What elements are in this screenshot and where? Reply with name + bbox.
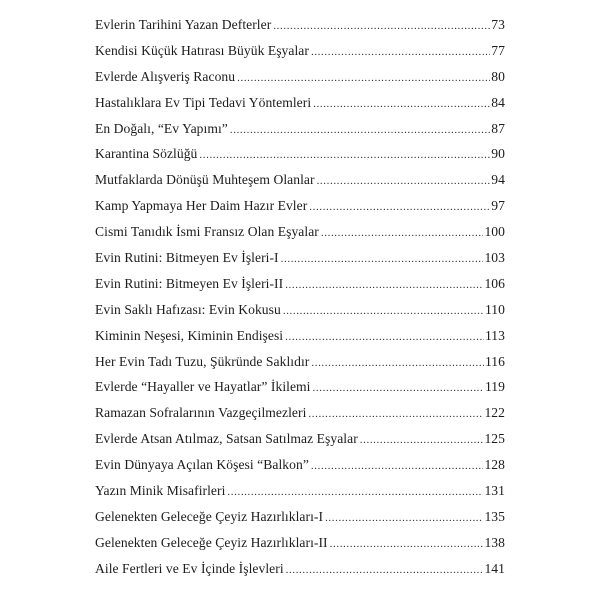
toc-entry-page: 84 xyxy=(491,94,505,110)
toc-entry[interactable] xyxy=(95,276,505,302)
toc-entry-title: Evlerin Tarihini Yazan Defterler xyxy=(95,17,272,32)
toc-entry-title: Gelenekten Geleceğe Çeyiz Hazırlıkları-I xyxy=(95,508,324,524)
dot-leader xyxy=(309,201,490,213)
dot-leader xyxy=(199,149,490,161)
toc-entry-page: 80 xyxy=(491,68,505,84)
toc-entry-page: 113 xyxy=(484,327,505,343)
toc-entry-page: 116 xyxy=(484,353,505,369)
toc-entry-title: Evin Saklı Hafızası: Evin Kokusu xyxy=(95,301,281,317)
dot-leader xyxy=(317,175,491,187)
toc-entry-title: Evlerde “Hayaller ve Hayatlar” İkilemi xyxy=(95,379,311,395)
toc-entry-page: 73 xyxy=(491,17,505,32)
toc-entry[interactable] xyxy=(95,379,505,405)
toc-entry-title: En Doğalı, “Ev Yapımı” xyxy=(95,120,228,136)
toc-entry[interactable] xyxy=(95,509,505,535)
toc-entry-title: Her Evin Tadı Tuzu, Şükründe Saklıdır xyxy=(95,353,310,369)
toc-entry-title: Evin Dünyaya Açılan Köşesi “Balkon” xyxy=(95,457,309,473)
toc-entry[interactable] xyxy=(95,328,505,354)
toc-entry-title: Kiminin Neşesi, Kiminin Endişesi xyxy=(95,327,284,343)
dot-leader xyxy=(285,331,484,343)
toc-entry-title: Yazın Minik Misafirleri xyxy=(95,483,226,499)
dot-leader xyxy=(308,408,483,420)
dot-leader xyxy=(230,124,490,136)
toc-entry-title: Evlerde Alışveriş Raconu xyxy=(95,68,236,84)
toc-entry-title: Aile Fertleri ve Ev İçinde İşlevleri xyxy=(95,560,284,576)
toc-entry-page: 128 xyxy=(484,457,505,473)
toc-entry[interactable] xyxy=(95,405,505,431)
dot-leader xyxy=(227,486,483,498)
toc-entry-page: 87 xyxy=(491,120,505,136)
toc-entry[interactable] xyxy=(95,224,505,250)
toc-entry-title: Karantina Sözlüğü xyxy=(95,146,198,162)
dot-leader xyxy=(311,460,484,472)
dot-leader xyxy=(283,305,484,317)
dot-leader xyxy=(360,434,484,446)
toc-entry[interactable] xyxy=(95,561,505,587)
dot-leader xyxy=(285,279,483,291)
toc-entry-title: Ramazan Sofralarının Vazgeçilmezleri xyxy=(95,405,307,421)
toc-entry-title: Gelenekten Geleceğe Çeyiz Hazırlıkları-II xyxy=(95,534,328,550)
toc-entry[interactable] xyxy=(95,250,505,276)
toc-entry-page: 97 xyxy=(491,198,505,214)
dot-leader xyxy=(313,98,490,110)
toc-entry-page: 110 xyxy=(484,301,505,317)
toc-entry[interactable] xyxy=(95,457,505,483)
toc-entry-page: 141 xyxy=(484,560,505,576)
toc-entry-page: 131 xyxy=(484,483,505,499)
dot-leader xyxy=(313,382,484,394)
dot-leader xyxy=(325,512,483,524)
toc-entry[interactable] xyxy=(95,354,505,380)
toc-entry[interactable] xyxy=(95,302,505,328)
dot-leader xyxy=(237,72,490,84)
toc-entry-page: 94 xyxy=(491,172,505,188)
toc-entry-page: 90 xyxy=(491,146,505,162)
dot-leader xyxy=(273,20,490,32)
toc-entry-page: 125 xyxy=(484,431,505,447)
toc-entry[interactable] xyxy=(95,121,505,147)
toc-entry-title: Kendisi Küçük Hatırası Büyük Eşyalar xyxy=(95,42,309,58)
toc-entry-title: Mutfaklarda Dönüşü Muhteşem Olanlar xyxy=(95,172,315,188)
toc-entry[interactable] xyxy=(95,483,505,509)
toc-entry[interactable] xyxy=(95,198,505,224)
toc-entry-title: Evlerde Atsan Atılmaz, Satsan Satılmaz Eşyalar xyxy=(95,431,358,447)
dot-leader xyxy=(311,357,484,369)
dot-leader xyxy=(286,564,484,576)
toc-entry[interactable] xyxy=(95,172,505,198)
toc-entry[interactable] xyxy=(95,146,505,172)
toc-entry[interactable] xyxy=(95,95,505,121)
toc-entry-page: 138 xyxy=(484,534,505,550)
toc-entry[interactable] xyxy=(95,17,505,43)
dot-leader xyxy=(311,46,490,58)
toc-entry[interactable] xyxy=(95,431,505,457)
dot-leader xyxy=(330,538,484,550)
toc-entry-page: 103 xyxy=(484,250,505,266)
toc-entry-page: 122 xyxy=(484,405,505,421)
toc-entry-title: Hastalıklara Ev Tipi Tedavi Yöntemleri xyxy=(95,94,312,110)
toc-entry-title: Cismi Tanıdık İsmi Fransız Olan Eşyalar xyxy=(95,224,319,240)
dot-leader xyxy=(281,253,484,265)
toc-entry-page: 119 xyxy=(484,379,505,395)
table-of-contents xyxy=(95,17,505,587)
toc-entry-page: 77 xyxy=(491,42,505,58)
toc-entry-page: 106 xyxy=(484,275,505,291)
toc-entry-title: Evin Rutini: Bitmeyen Ev İşleri-I xyxy=(95,250,279,266)
toc-entry-title: Evin Rutini: Bitmeyen Ev İşleri-II xyxy=(95,275,284,291)
toc-entry-title: Kamp Yapmaya Her Daim Hazır Evler xyxy=(95,198,308,214)
dot-leader xyxy=(321,227,484,239)
toc-entry[interactable] xyxy=(95,69,505,95)
toc-entry-page: 135 xyxy=(484,508,505,524)
toc-entry[interactable] xyxy=(95,43,505,69)
toc-entry-page: 100 xyxy=(484,224,505,240)
toc-entry[interactable] xyxy=(95,535,505,561)
